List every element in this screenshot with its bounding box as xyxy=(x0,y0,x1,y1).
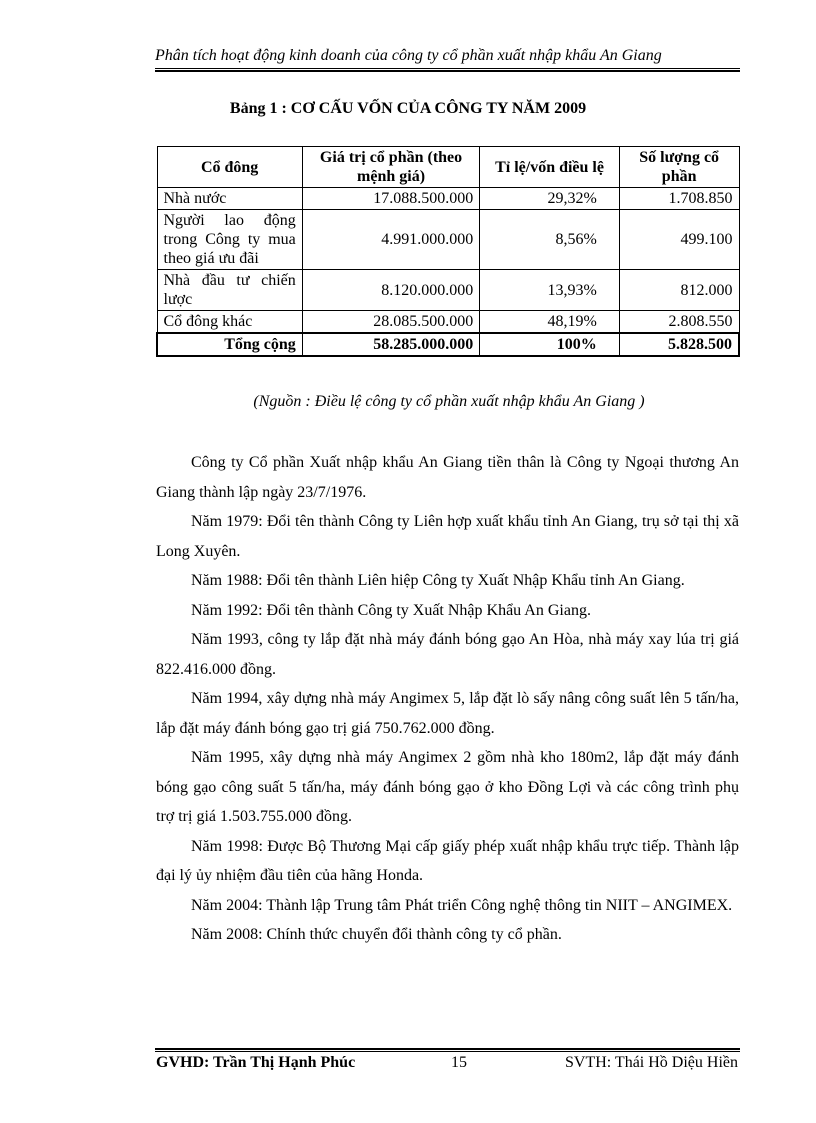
table-row xyxy=(157,270,739,311)
paragraph: Năm 1988: Đổi tên thành Liên hiệp Công ty Xuất Nhập Khẩu tỉnh An Giang. xyxy=(191,572,685,589)
table-header-row xyxy=(157,147,739,188)
table-title: Bảng 1 : CƠ CẤU VỐN CỦA CÔNG TY NĂM 2009 xyxy=(229,100,587,117)
capital-structure-table xyxy=(156,146,740,357)
total-shares: 5.828.500 xyxy=(619,333,739,356)
shareholder-cell: Cổ đông khác xyxy=(157,311,302,334)
column-header: Số lượng cổ phần xyxy=(619,147,739,188)
paragraph: Năm 1998: Được Bộ Thương Mại cấp giấy phép xuất nhập khẩu trực tiếp. Thành lập đại lý ủy nhiệm đầu tiên của hãng Honda. xyxy=(156,837,739,884)
ratio-cell: 48,19% xyxy=(480,311,620,334)
column-header: Giá trị cổ phần (theo mệnh giá) xyxy=(302,147,480,188)
table-row xyxy=(157,188,739,210)
paragraph: Năm 1979: Đổi tên thành Công ty Liên hợp xuất khẩu tỉnh An Giang, trụ sở tại thị xã Long Xuyên. xyxy=(156,513,739,560)
page-number: 15 xyxy=(451,1054,467,1071)
header-rule xyxy=(155,68,740,69)
table-source-note: (Nguồn : Điều lệ công ty cổ phần xuất nhập khẩu An Giang ) xyxy=(253,393,645,410)
ratio-cell: 8,56% xyxy=(480,210,620,270)
table-row xyxy=(157,311,739,334)
value-cell: 8.120.000.000 xyxy=(302,270,480,311)
table-total-row xyxy=(157,333,739,356)
value-cell: 17.088.500.000 xyxy=(302,188,480,210)
footer-rule-thick xyxy=(155,1048,740,1050)
paragraph: Năm 1993, công ty lắp đặt nhà máy đánh bóng gạo An Hòa, nhà máy xay lúa trị giá 822.416.000 đồng. xyxy=(156,631,739,678)
total-ratio: 100% xyxy=(480,333,620,356)
supervisor-name: GVHD: Trần Thị Hạnh Phúc xyxy=(156,1054,356,1071)
value-cell: 28.085.500.000 xyxy=(302,311,480,334)
value-cell: 4.991.000.000 xyxy=(302,210,480,270)
student-name: SVTH: Thái Hồ Diệu Hiền xyxy=(564,1054,738,1071)
history-text xyxy=(156,448,739,950)
shareholder-cell: Nhà nước xyxy=(157,188,302,210)
paragraph: Năm 2004: Thành lập Trung tâm Phát triển Công nghệ thông tin NIIT – ANGIMEX. xyxy=(191,896,733,914)
shares-cell: 812.000 xyxy=(619,270,739,311)
paragraph: Năm 1994, xây dựng nhà máy Angimex 5, lắp đặt lò sấy nâng công suất lên 5 tấn/ha, lắp đặt máy đánh bóng gạo trị giá 750.762.000 đồng. xyxy=(156,690,739,737)
header-rule-thick xyxy=(155,70,740,72)
paragraph: Công ty Cổ phần Xuất nhập khẩu An Giang tiền thân là Công ty Ngoại thương An Giang thành lập ngày 23/7/1976. xyxy=(156,454,739,501)
table-row xyxy=(157,210,739,270)
shares-cell: 2.808.550 xyxy=(619,311,739,334)
total-label: Tổng cộng xyxy=(157,333,302,356)
paragraph: Năm 1992: Đổi tên thành Công ty Xuất Nhập Khẩu An Giang. xyxy=(191,601,591,619)
column-header: Cổ đông xyxy=(157,147,302,188)
total-value: 58.285.000.000 xyxy=(302,333,480,356)
page-header: Phân tích hoạt động kinh doanh của công ty cổ phần xuất nhập khẩu An Giang xyxy=(155,47,662,64)
shares-cell: 499.100 xyxy=(619,210,739,270)
ratio-cell: 13,93% xyxy=(480,270,620,311)
footer-rule xyxy=(155,1051,740,1052)
shares-cell: 1.708.850 xyxy=(619,188,739,210)
paragraph: Năm 2008: Chính thức chuyển đổi thành công ty cổ phần. xyxy=(191,926,562,943)
shareholder-cell: Nhà đầu tư chiến lược xyxy=(157,270,302,311)
paragraph: Năm 1995, xây dựng nhà máy Angimex 2 gồm nhà kho 180m2, lắp đặt máy đánh bóng gạo công suất 5 tấn/ha, máy đánh bóng gạo ở kho Đồng Lợi và các công trình phụ trợ trị giá 1.503.755.000 đồng. xyxy=(156,749,739,825)
ratio-cell: 29,32% xyxy=(480,188,620,210)
column-header: Tỉ lệ/vốn điều lệ xyxy=(480,147,620,188)
shareholder-cell: Người lao động trong Công ty mua theo giá ưu đãi xyxy=(157,210,302,270)
